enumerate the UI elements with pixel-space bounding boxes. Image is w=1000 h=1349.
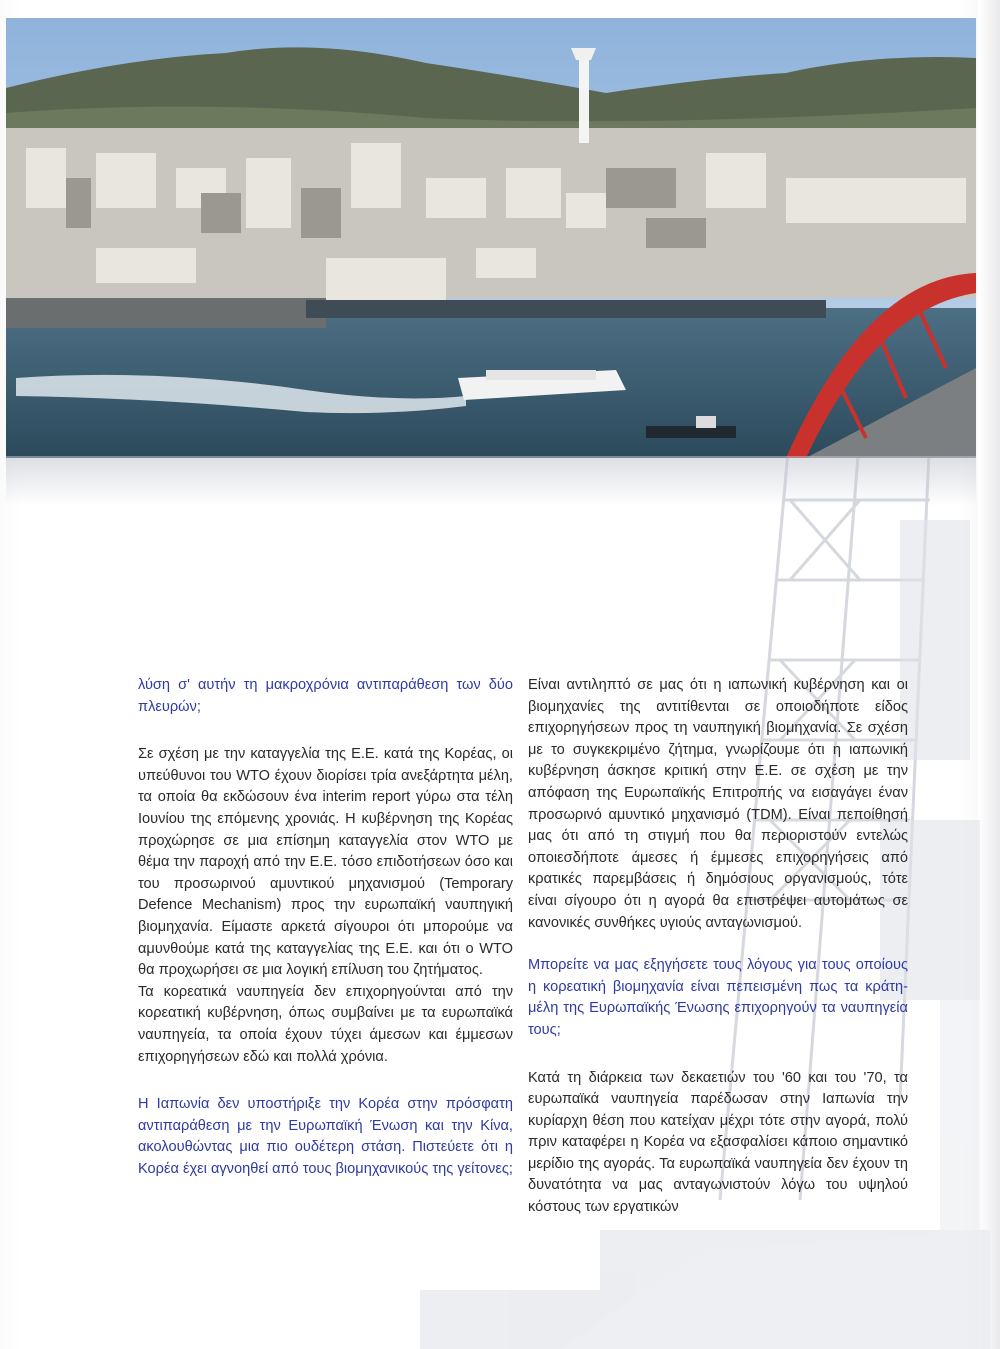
left-text-column xyxy=(138,675,513,1180)
harbor-city-photo-icon xyxy=(6,18,976,458)
interview-question: Μπορείτε να μας εξηγήσετε τους λόγους για τους οποίους η κορεατική βιομηχανία είναι πεπεισμένη πως τα κράτη-μέλη της Ευρωπαϊκής Ένωσης επιχορηγούν τα ναυπηγεία τους; xyxy=(528,957,908,1038)
answer-paragraph: Τα κορεατικά ναυπηγεία δεν επιχορηγούνται από την κορεατική κυβέρνηση, όπως συμβαίνει με τα ευρωπαϊκά ναυπηγεία, τα οποία έχουν τύχει άμεσων και έμμεσων επιχορηγήσεων εδώ και πολλά χρόνια. xyxy=(138,983,513,1065)
harbor-city-photo xyxy=(6,18,976,458)
photo-shadow xyxy=(6,456,976,506)
answer-paragraph: Κατά τη διάρκεια των δεκαετιών του '60 και του '70, τα ευρωπαϊκά ναυπηγεία παρέδωσαν στην Ιαπωνία την κυρίαρχη θέση που κατείχαν μέχρι τότε στην αγορά, πολύ πριν καταφέρει η Κορέα να εξασφαλίσει κάποιο σημαντικό μερίδιο της αγοράς. Τα ευρωπαϊκά ναυπηγεία δεν έχουν τη δυνατότητα να μας ανταγωνιστούν λόγω του υψηλού κόστους των εργατικών xyxy=(528,1069,908,1216)
right-text-column xyxy=(528,675,908,1219)
question-continuation: λύση σ' αυτήν τη μακροχρόνια αντιπαράθεση των δύο πλευρών; xyxy=(138,677,513,715)
answer-paragraph: Σε σχέση με την καταγγελία της Ε.Ε. κατά της Κορέας, οι υπεύθυνοι του WTO έχουν διορίσει τρία ανεξάρτητα μέλη, τα οποία θα εκδώσουν ένα interim report γύρω στα τέλη Ιουνίου της επόμενης χρονιάς. Η κυβέρνηση της Κορέας προχώρησε σε μια επίσημη καταγγελία στον WTO με θέμα την παροχή από την Ε.Ε. τόσο επιδοτήσεων όσο και του προσωρινού αμυντικού μηχανισμού (Temporary Defence Mechanism) προς την ευρωπαϊκή ναυπηγική βιομηχανία. Είμαστε αρκετά σίγουροι ότι μπορούμε να αμυνθούμε κατά της καταγγελίας της Ε.Ε. και ότι ο WTO θα προχωρήσει σε μια λογική επίλυση του ζητήματος. xyxy=(138,746,513,979)
interview-question: Η Ιαπωνία δεν υποστήριξε την Κορέα στην πρόσφατη αντιπαράθεση με την Ευρωπαϊκή Ένωση και την Κίνα, ακολουθώντας μια πιο ουδέτερη στάση. Πιστεύετε ότι η Κορέα έχει αγνοηθεί από τους βιομηχανικούς της γείτονες; xyxy=(138,1096,513,1177)
answer-paragraph: Είναι αντιληπτό σε μας ότι η ιαπωνική κυβέρνηση και οι βιομηχανίες της αντιτίθενται σε οποιοδήποτε είδος επιχορηγήσεων προς τη ναυπηγική βιομηχανία. Σε σχέση με το συγκεκριμένο ζήτημα, γνωρίζουμε ότι η ιαπωνική κυβέρνηση άσκησε κριτική στην Ε.Ε. σε σχέση με την απόφαση της Ευρωπαϊκής Επιτροπής να εισαγάγει έναν προσωρινό αμυντικό μηχανισμό (TDM). Είναι πεποίθησή μας ότι από τη στιγμή που θα περιοριστούν εντελώς οποιεσδήποτε άμεσες ή έμμεσες επιχορηγήσεις από κρατικές παρεμβάσεις ή δημόσιους οργανισμούς, τότε είναι σίγουρο ότι η αγορά θα επιστρέψει αυτομάτως σε κανονικές συνθήκες υγιούς ανταγωνισμού. xyxy=(528,677,908,931)
